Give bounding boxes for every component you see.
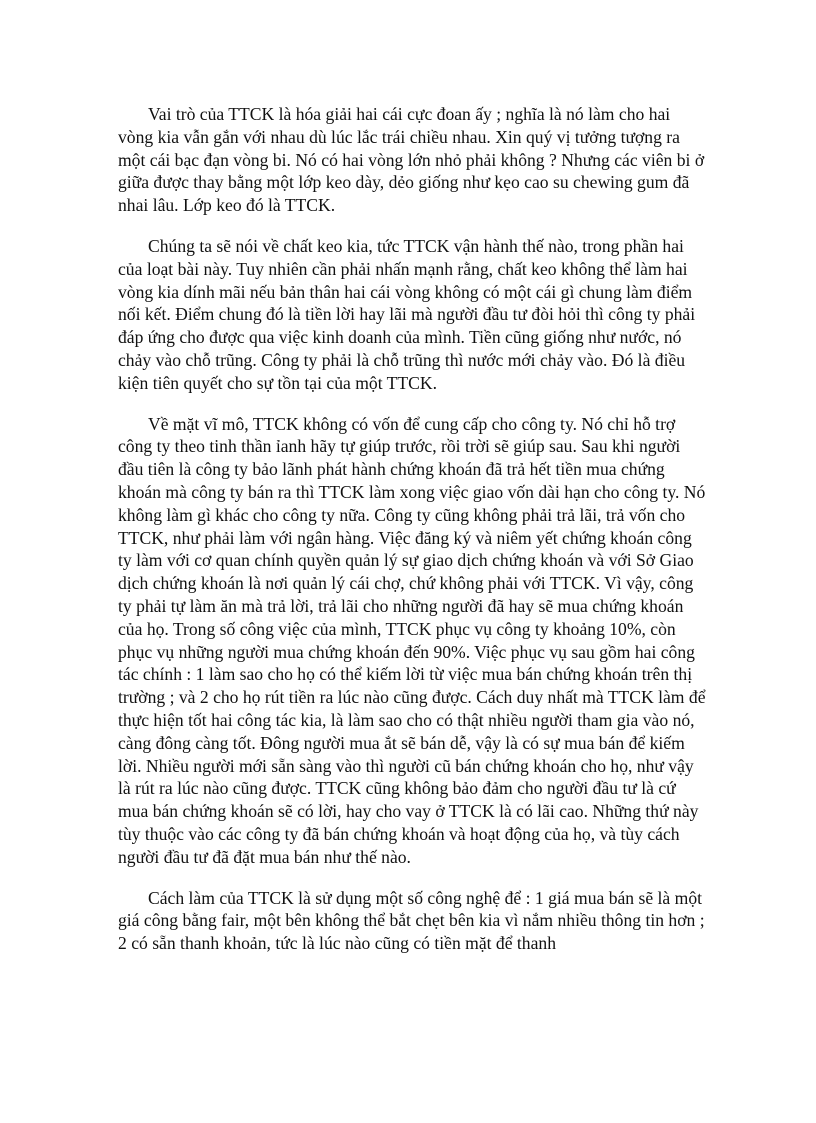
paragraph-3: Về mặt vĩ mô, TTCK không có vốn để cung cấp cho công ty. Nó chỉ hỗ trợ công ty theo tinh thần ỉanh hãy tự giúp trước, rồi trời sẽ giúp sau. Sau khi người đầu tiên là công ty bảo lãnh phát hành chứng khoán đã trả hết tiền mua chứng khoán mà công ty bán ra thì TTCK làm xong việc giao vốn dài hạn cho công ty. Nó không làm gì khác cho công ty nữa. Công ty cũng không phải trả lãi, trả vốn cho TTCK, như phải làm với ngân hàng. Việc đăng ký và niêm yết chứng khoán công ty làm với cơ quan chính quyền quản lý sự giao dịch chứng khoán và với Sở Giao dịch chứng khoán là nơi quản lý cái chợ, chứ không phải với TTCK. Vì vậy, công ty phải tự làm ăn mà trả lời, trả lãi cho những người đã hay sẽ mua chứng khoán của họ. Trong số công việc của mình, TTCK phục vụ công ty khoảng 10%, còn phục vụ những người mua chứng khoán đến 90%. Việc phục vụ sau gồm hai công tác chính : 1 làm sao cho họ có thể kiếm lời từ việc mua bán chứng khoán trên thị trường ; và 2 cho họ rút tiền ra lúc nào cũng được. Cách duy nhất mà TTCK làm để thực hiện tốt hai công tác kia, là làm sao cho có thật nhiều người tham gia vào nó, càng đông càng tốt. Đông người mua ắt sẽ bán dễ, vậy là có sự mua bán để kiếm lời. Nhiều người mới sẵn sàng vào thì người cũ bán chứng khoán cho họ, như vậy là rút ra lúc nào cũng được. TTCK cũng không bảo đảm cho người đầu tư là cứ mua bán chứng khoán sẽ có lời, hay cho vay ở TTCK là có lãi cao. Những thứ này tùy thuộc vào các công ty đã bán chứng khoán và hoạt động của họ, và tùy cách người đầu tư đã đặt mua bán như thế nào. bbox=[118, 413, 706, 867]
paragraph-1: Vai trò của TTCK là hóa giải hai cái cực đoan ấy ; nghĩa là nó làm cho hai vòng kia vẫn gắn với nhau dù lúc lắc trái chiều nhau. Xin quý vị tưởng tượng ra một cái bạc đạn vòng bi. Nó có hai vòng lớn nhỏ phải không ? Nhưng các viên bi ở giữa được thay bằng một lớp keo dày, dẻo giống như kẹo cao su chewing gum đã nhai lâu. Lớp keo đó là TTCK. bbox=[118, 104, 705, 216]
paragraph-2: Chúng ta sẽ nói về chất keo kia, tức TTCK vận hành thế nào, trong phần hai của loạt bài này. Tuy nhiên cần phải nhấn mạnh rằng, chất keo không thể làm hai vòng kia dính mãi nếu bản thân hai cái vòng không có một cái gì chung làm điểm nối kết. Điểm chung đó là tiền lời hay lãi mà người đầu tư đòi hỏi thì công ty phải đáp ứng cho được qua việc kinh doanh của mình. Tiền cũng giống như nước, nó chảy vào chỗ trũng. Công ty phải là chỗ trũng thì nước mới chảy vào. Đó là điều kiện tiên quyết cho sự tồn tại của một TTCK. bbox=[118, 235, 696, 393]
paragraph-4: Cách làm của TTCK là sử dụng một số công nghệ để : 1 giá mua bán sẽ là một giá công bằng fair, một bên không thể bắt chẹt bên kia vì nắm nhiều thông tin hơn ; 2 có sẵn thanh khoản, tức là lúc nào cũng có tiền mặt để thanh bbox=[118, 887, 705, 954]
document-page bbox=[118, 103, 708, 973]
